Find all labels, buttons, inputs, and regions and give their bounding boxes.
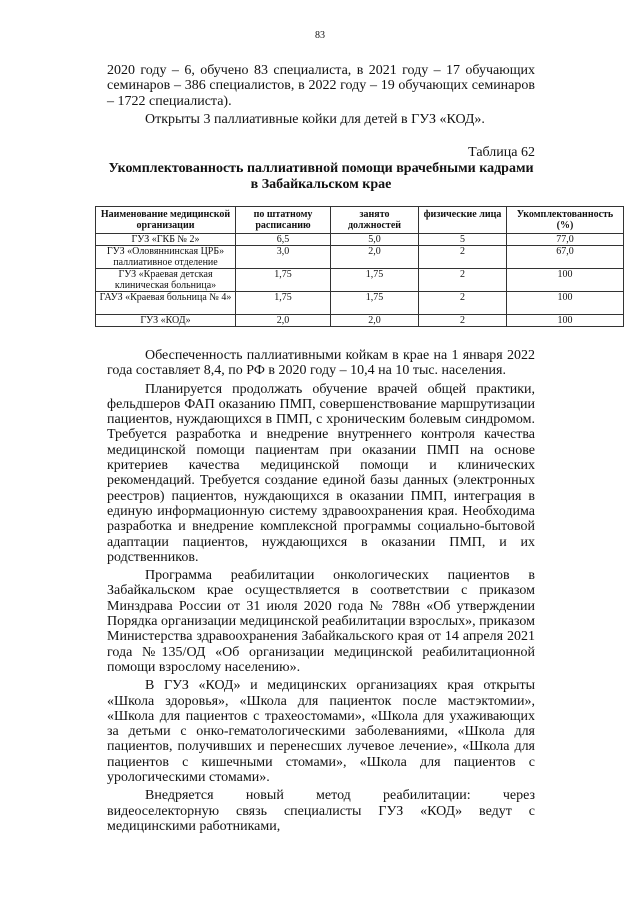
table-cell: 2,0 [236, 315, 331, 327]
paragraph: Планируется продолжать обучение врачей общей практики, фельдшеров ФАП оказанию ПМП, совершенствование маршрутизации пациентов, нуждающихся в ПМП, с хроническим болевым синдромом. Требуется разработка и внедрение внутреннего контроля качества медицинской помощи пациентам при оказании ПМП на основе критериев качества медицинской помощи и клинических рекомендаций. Требуется создание единой базы данных (электронных реестров) пациентов, нуждающихся в оказании ПМП, интеграция в единую информационную систему здравоохранения края. Необходима разработка и внедрение комплексной программы социально-бытовой адаптации пациентов, нуждающихся в оказании ПМП, и их родственников. [107, 381, 535, 565]
column-header: занято должностей [331, 207, 419, 234]
table-header-row [96, 207, 624, 234]
paragraph: Обеспеченность паллиативными койкам в крае на 1 января 2022 года составляет 8,4, по РФ в 2020 году – 10,4 на 10 тыс. населения. [107, 348, 535, 379]
table-cell: 77,0 [507, 234, 624, 246]
staffing-table [95, 206, 624, 327]
intro-text [107, 63, 535, 127]
table-cell: 2 [419, 269, 507, 292]
column-header: Укомплектованность (%) [507, 207, 624, 234]
table-cell: 67,0 [507, 246, 624, 269]
table-cell: ГУЗ «ГКБ № 2» [96, 234, 236, 246]
table-cell: ГАУЗ «Краевая больница № 4» [96, 292, 236, 315]
paragraph: В ГУЗ «КОД» и медицинских организациях края открыты «Школа здоровья», «Школа для пациенток после мастэктомии», «Школа для пациентов с трахеостомами», «Школа для ухаживающих за детьми с онко-гематологическими заболеваниями, «Школа для пациентов, получивших и перенесших лучевое лечение», «Школа для пациентов с кишечными стомами», «Школа для пациентов с урологическими стомами». [107, 678, 535, 786]
paragraph: Внедряется новый метод реабилитации: через видеоселекторную связь специалисты ГУЗ «КОД» ведут с медицинскими работниками, [107, 788, 535, 834]
table-row [96, 315, 624, 327]
column-header: Наименование медицинской организации [96, 207, 236, 234]
table-cell: 3,0 [236, 246, 331, 269]
table-cell: 6,5 [236, 234, 331, 246]
table-cell: ГУЗ «Краевая детская клиническая больница» [96, 269, 236, 292]
table-row [96, 246, 624, 269]
table-cell: 1,75 [236, 292, 331, 315]
table-cell: 100 [507, 292, 624, 315]
page-number: 83 [315, 30, 325, 41]
table-cell: 5,0 [331, 234, 419, 246]
table-cell: 100 [507, 315, 624, 327]
paragraph: Программа реабилитации онкологических пациентов в Забайкальском крае осуществляется в соответствии с приказом Минздрава России от 31 июля 2020 года № 788н «Об утверждении Порядка организации медицинской реабилитации взрослых», приказом Министерства здравоохранения Забайкальского края от 14 апреля 2021 года №135/ОД «Об организации медицинской реабилитационной помощи взрослому населению». [107, 568, 536, 675]
table-cell: ГУЗ «КОД» [96, 315, 236, 327]
column-header: по штатному расписанию [236, 207, 331, 234]
table-cell: 100 [507, 269, 624, 292]
table-label: Таблица 62 [468, 145, 535, 160]
table-cell: ГУЗ «Оловяннинская ЦРБ» паллиативное отделение [96, 246, 236, 269]
table-cell: 2,0 [331, 315, 419, 327]
table-row [96, 292, 624, 315]
table-cell: 1,75 [331, 292, 419, 315]
table-cell: 2 [419, 246, 507, 269]
table-cell: 1,75 [331, 269, 419, 292]
body-text [107, 348, 535, 834]
table-row [96, 269, 624, 292]
column-header: физические лица [419, 207, 507, 234]
table-cell: 2 [419, 292, 507, 315]
table-cell: 2 [419, 315, 507, 327]
table-cell: 2,0 [331, 246, 419, 269]
table-cell: 1,75 [236, 269, 331, 292]
table-row [96, 234, 624, 246]
paragraph: Открыты 3 паллиативные койки для детей в ГУЗ «КОД». [145, 111, 485, 127]
table-cell: 5 [419, 234, 507, 246]
paragraph: 2020 году – 6, обучено 83 специалиста, в 2021 году – 17 обучающих семинаров – 386 специалистов, в 2022 году – 19 обучающих семинаров – 1722 специалиста). [107, 63, 535, 109]
table-title: Укомплектованность паллиативной помощи врачебными кадрами в Забайкальском крае [108, 161, 534, 192]
